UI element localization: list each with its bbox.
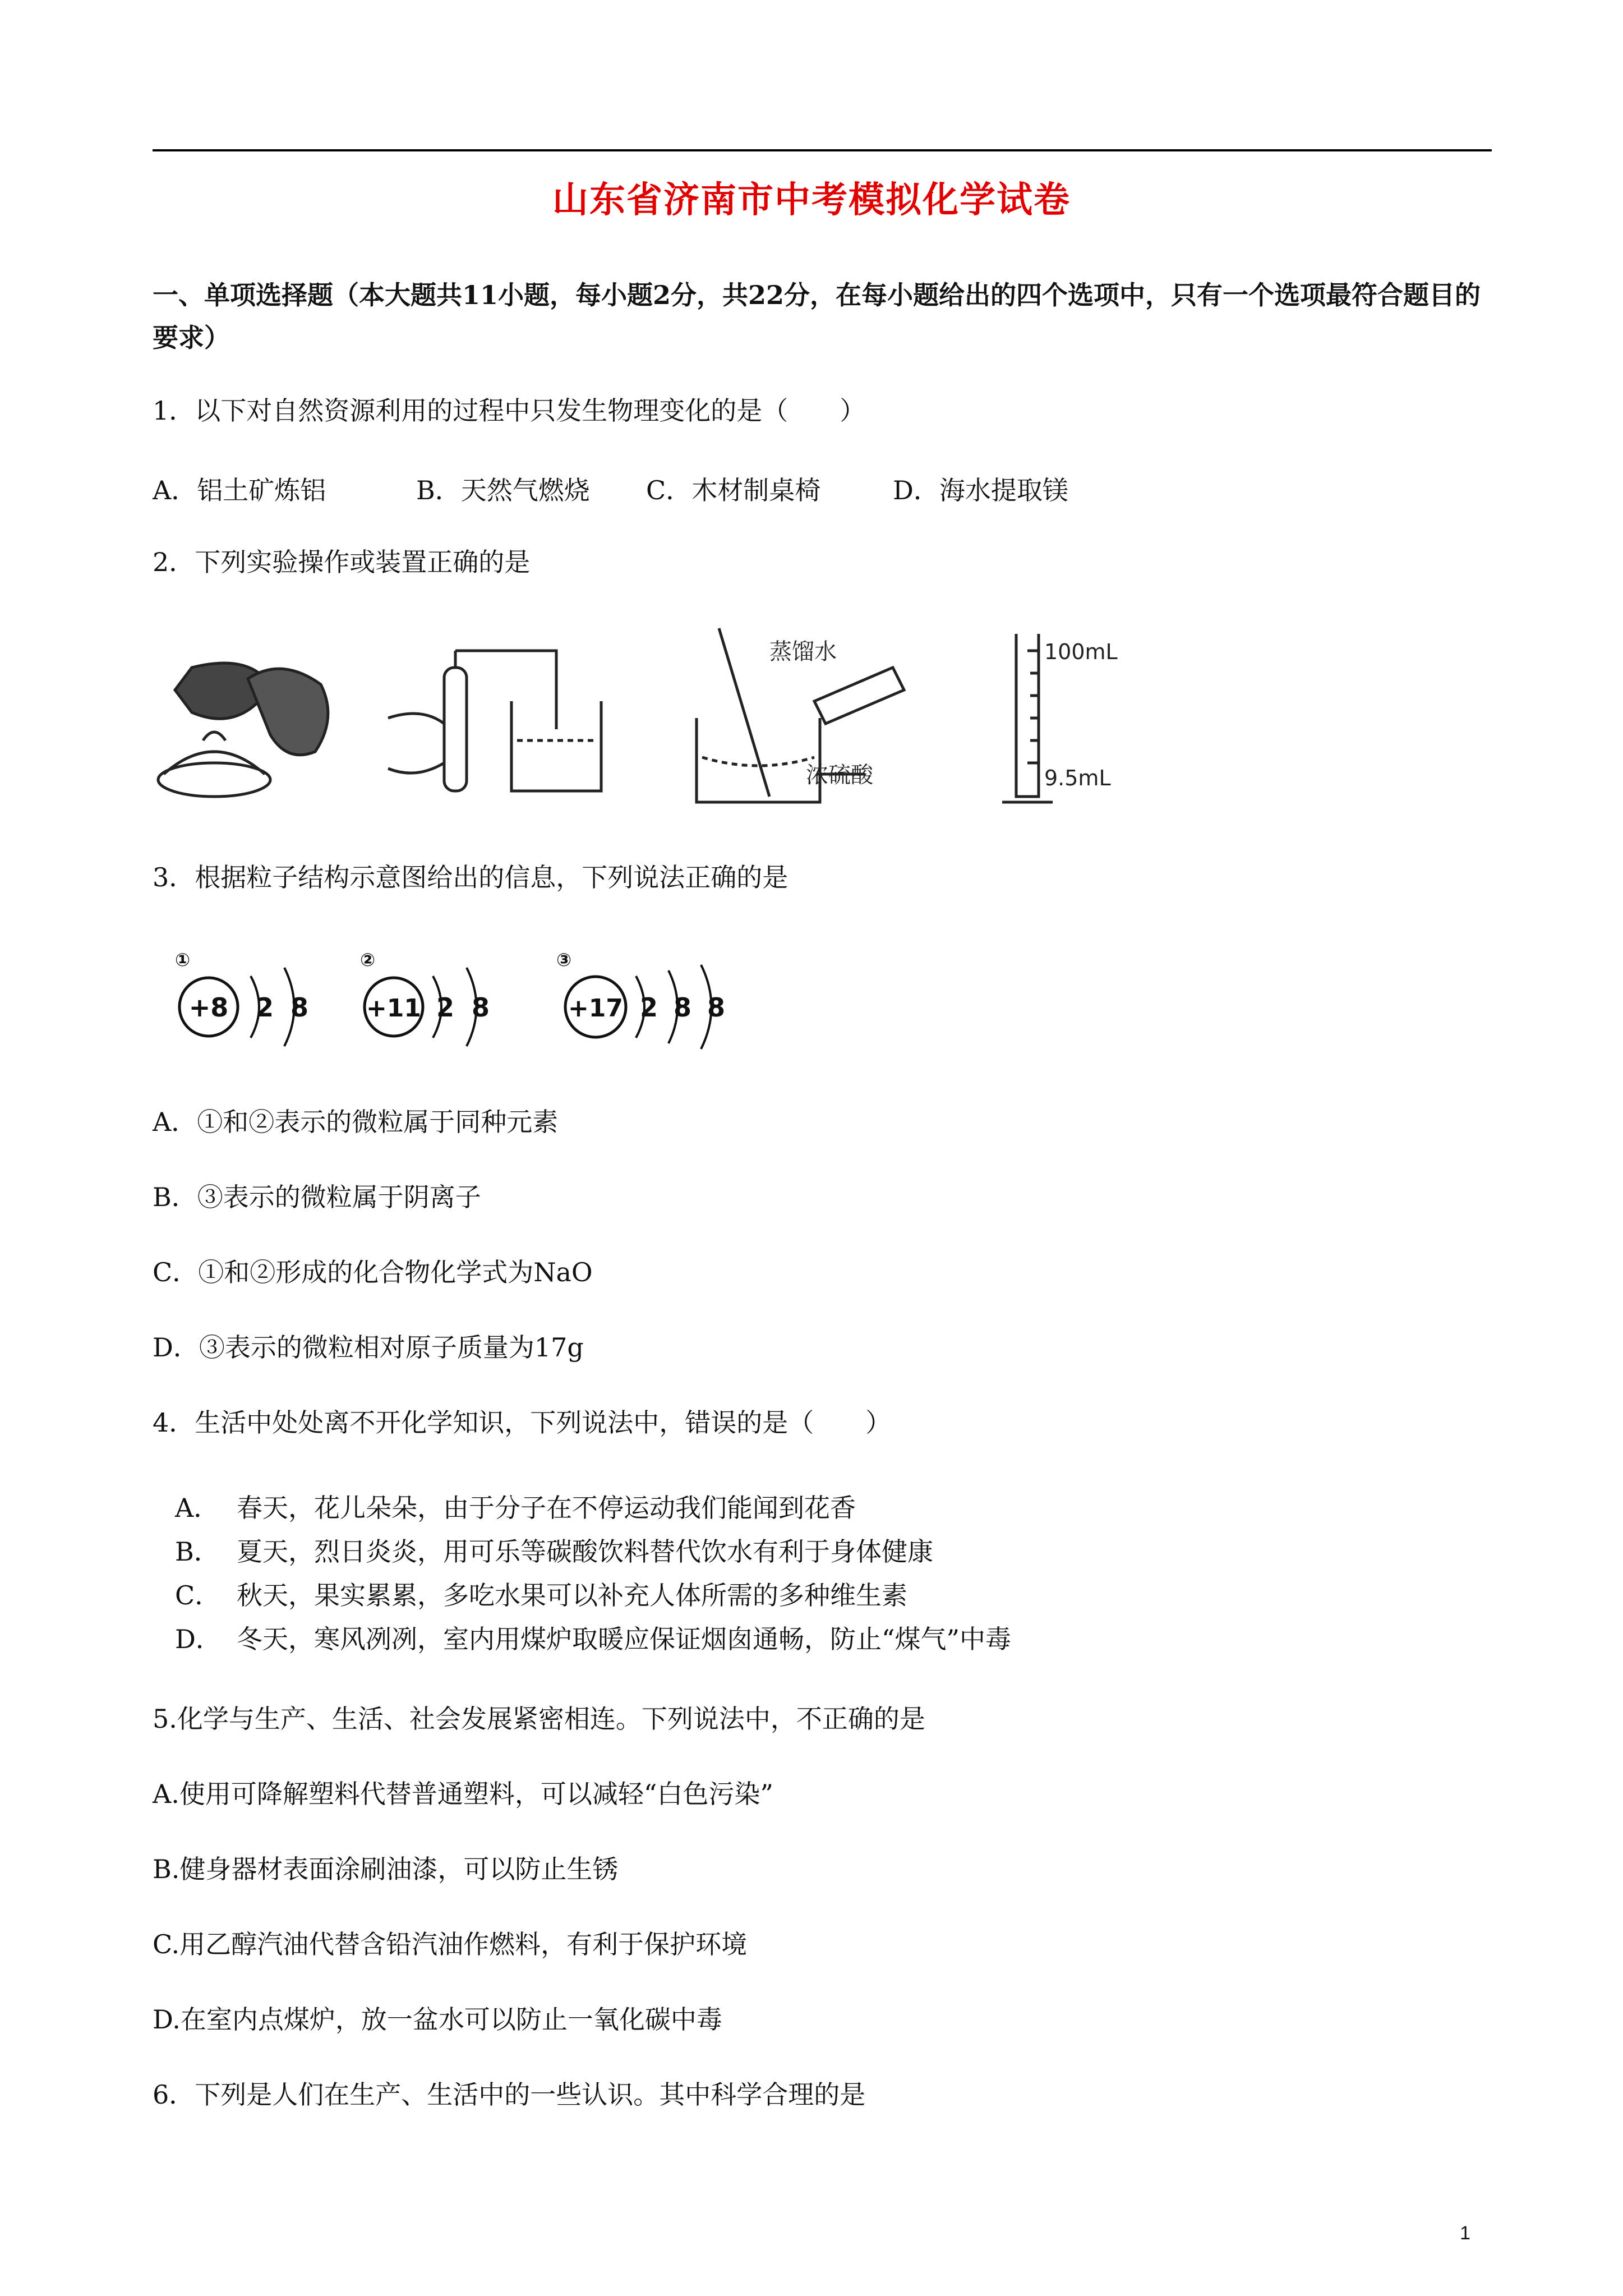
q1-option-b: B．天然气燃烧	[416, 475, 590, 505]
q5-option-d: D.在室内点煤炉，放一盆水可以防止一氧化碳中毒	[153, 2004, 722, 2035]
q1-option-d: D．海水提取镁	[893, 475, 1068, 505]
fig-label-9-5ml: 9.5mL	[1044, 766, 1111, 790]
particle-2-shell-1: 2	[436, 992, 455, 1023]
q3-stem: 3．根据粒子结构示意图给出的信息，下列说法正确的是	[153, 862, 789, 892]
q3-particle-diagram	[153, 942, 769, 1066]
section-heading: 一、单项选择题（本大题共11小题，每小题2分，共22分，在每小题给出的四个选项中，只有一个选项最符合题目的要求）	[153, 280, 1481, 353]
particle-1-nucleus: +8	[188, 992, 229, 1023]
fig-label-water: 蒸馏水	[769, 639, 837, 665]
page-number: 1	[1460, 2223, 1470, 2244]
fig-gas-check-icon	[388, 651, 601, 791]
fig-label-100ml: 100mL	[1044, 639, 1118, 664]
particle-2-nucleus: +11	[366, 994, 422, 1023]
particle-1-shell-2: 8	[290, 992, 309, 1023]
particle-2-shell-2: 8	[471, 992, 490, 1023]
particle-3-nucleus: +17	[568, 994, 624, 1023]
q3-option-b: B．③表示的微粒属于阴离子	[153, 1182, 481, 1212]
q4-option-d: D． 冬天，寒风冽冽，室内用煤炉取暖应保证烟囱通畅，防止“煤气”中毒	[175, 1624, 1012, 1654]
q4-stem: 4．生活中处处离不开化学知识，下列说法中，错误的是（ ）	[153, 1407, 892, 1438]
q3-option-a: A．①和②表示的微粒属于同种元素	[153, 1107, 559, 1137]
q5-option-b: B.健身器材表面涂刷油漆，可以防止生锈	[153, 1854, 619, 1884]
q4-option-a: A． 春天，花儿朵朵，由于分子在不停运动我们能闻到花香	[175, 1493, 856, 1523]
q5-option-c: C.用乙醇汽油代替含铅汽油作燃料，有利于保护环境	[153, 1929, 748, 1959]
q2-apparatus-figure	[153, 617, 1162, 819]
header-rule	[153, 149, 1492, 151]
q4-option-c: C． 秋天，果实累累，多吃水果可以补充人体所需的多种维生素	[175, 1580, 907, 1611]
q6-stem: 6．下列是人们在生产、生活中的一些认识。其中科学合理的是	[153, 2079, 866, 2110]
fig-label-acid: 浓硫酸	[806, 762, 873, 788]
page-title: 山东省济南市中考模拟化学试卷	[552, 179, 1071, 221]
q5-option-a: A.使用可降解塑料代替普通塑料，可以减轻“白色污染”	[153, 1779, 773, 1809]
particle-2-marker: ②	[360, 949, 376, 970]
q3-option-d: D．③表示的微粒相对原子质量为17g	[153, 1332, 584, 1363]
fig-pouring-icon	[158, 663, 328, 797]
particle-3-shell-3: 8	[707, 992, 726, 1023]
q4-option-b: B． 夏天，烈日炎炎，用可乐等碳酸饮料替代饮水有利于身体健康	[175, 1536, 933, 1567]
particle-3-shell-1: 2	[639, 992, 658, 1023]
q1-stem: 1．以下对自然资源利用的过程中只发生物理变化的是（ ）	[153, 395, 866, 426]
q2-stem: 2．下列实验操作或装置正确的是	[153, 547, 531, 577]
q1-options	[153, 470, 1068, 507]
q1-option-a: A．铝土矿炼铝	[153, 475, 326, 505]
particle-1-marker: ①	[175, 949, 191, 970]
q3-option-c: C．①和②形成的化合物化学式为NaO	[153, 1257, 593, 1287]
particle-3-shell-2: 8	[673, 992, 692, 1023]
q5-stem: 5.化学与生产、生活、社会发展紧密相连。下列说法中，不正确的是	[153, 1704, 925, 1734]
q1-option-c: C．木材制桌椅	[646, 475, 821, 505]
particle-3-marker: ③	[556, 949, 572, 970]
particle-1-shell-1: 2	[255, 992, 274, 1023]
